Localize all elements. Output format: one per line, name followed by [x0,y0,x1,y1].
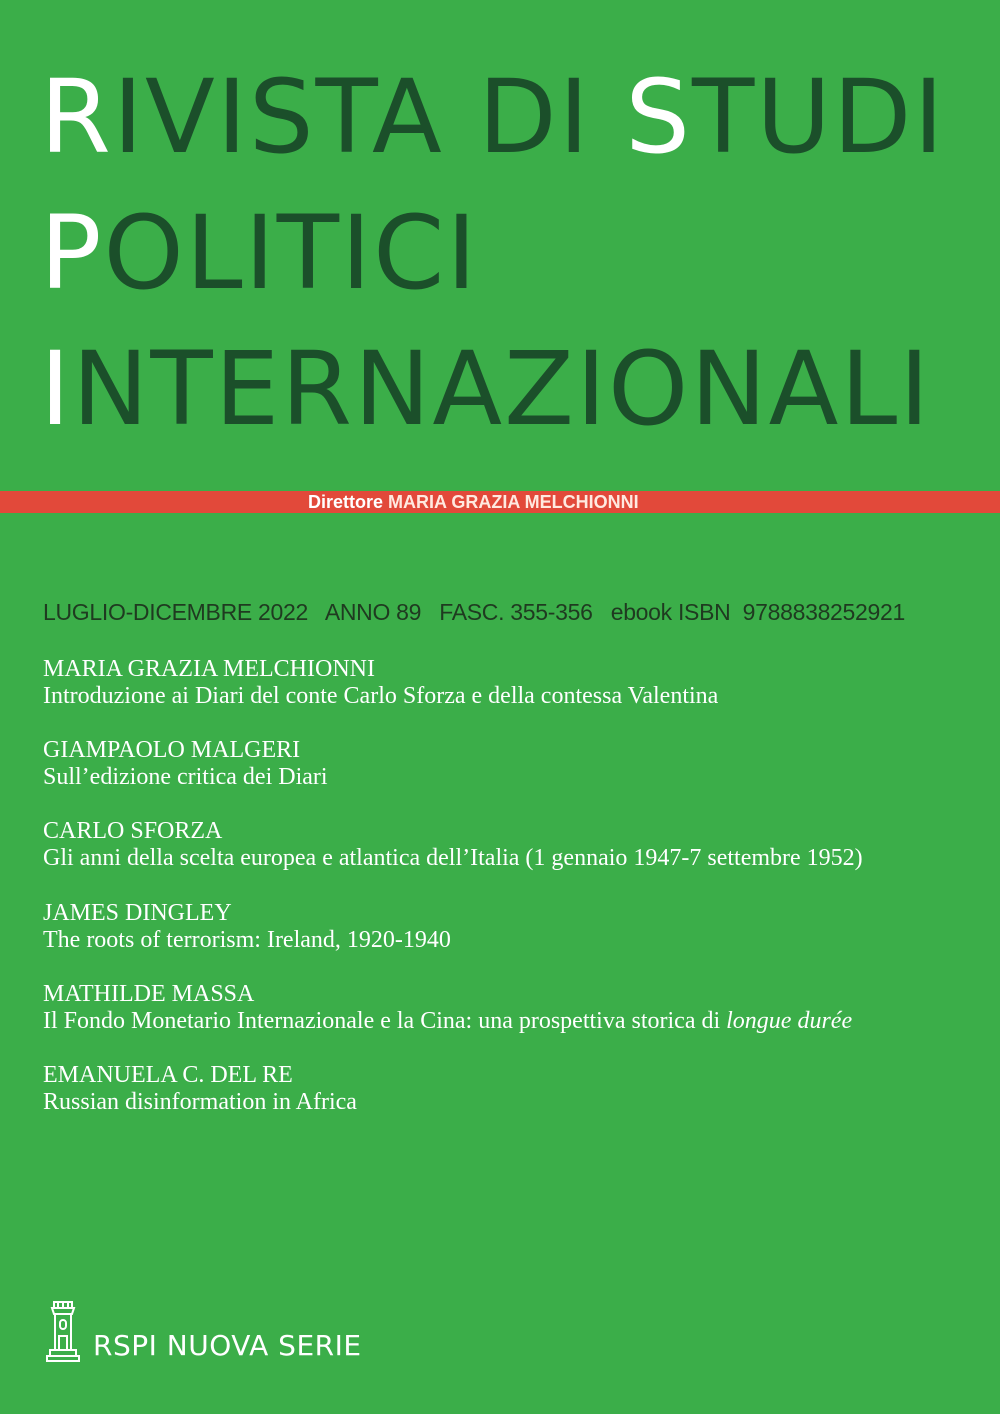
article-title: Sull’edizione critica dei Diari [43,764,328,790]
director-name: MARIA GRAZIA MELCHIONNI [388,492,639,512]
title-text: TUDI [691,58,946,177]
article-title-line [43,1008,973,1035]
article-entry [43,900,973,954]
title-line-2 [40,194,479,313]
article-entry [43,737,973,791]
title-initial: S [625,58,692,177]
article-title: Il Fondo Monetario Internazionale e la Cina: una prospettiva storica di [43,1008,727,1034]
director-band [0,491,1000,513]
title-initial: I [40,330,73,449]
article-title: The roots of terrorism: Ireland, 1920-1940 [43,927,451,953]
article-title: Russian disinformation in Africa [43,1089,357,1115]
article-entry [43,818,973,872]
article-author: JAMES DINGLEY [43,900,232,926]
article-author: MARIA GRAZIA MELCHIONNI [43,656,375,682]
article-author: MATHILDE MASSA [43,981,255,1007]
article-title: Introduzione ai Diari del conte Carlo Sforza e della contessa Valentina [43,683,719,709]
title-text: NTERNAZIONALI [72,330,932,449]
title-text: IVISTA DI [112,58,626,177]
tower-icon [45,1300,81,1362]
title-line-3 [40,330,932,449]
director-label: Direttore [308,492,384,512]
title-line-1 [40,58,946,177]
director-credit [308,491,639,513]
issue-period: LUGLIO-DICEMBRE 2022 [43,599,308,625]
article-entry [43,981,973,1035]
article-author: GIAMPAOLO MALGERI [43,737,301,763]
article-entry [43,656,973,710]
article-author: CARLO SFORZA [43,818,223,844]
issue-fascicolo: FASC. 355-356 [439,599,593,625]
title-text: OLITICI [103,194,479,313]
issue-info [43,597,917,627]
issue-isbn: ebook ISBN 9788838252921 [610,599,906,625]
issue-anno: ANNO 89 [324,599,422,625]
article-title: Gli anni della scelta europea e atlantica dell’Italia (1 gennaio 1947-7 settembre 1952) [43,845,863,871]
article-title-italic: longue durée [726,1008,853,1034]
article-entry [43,1062,973,1116]
series-label: RSPI NUOVA SERIE [93,1329,362,1362]
article-author: EMANUELA C. DEL RE [43,1062,293,1088]
title-initial: P [40,194,104,313]
title-initial: R [40,58,113,177]
